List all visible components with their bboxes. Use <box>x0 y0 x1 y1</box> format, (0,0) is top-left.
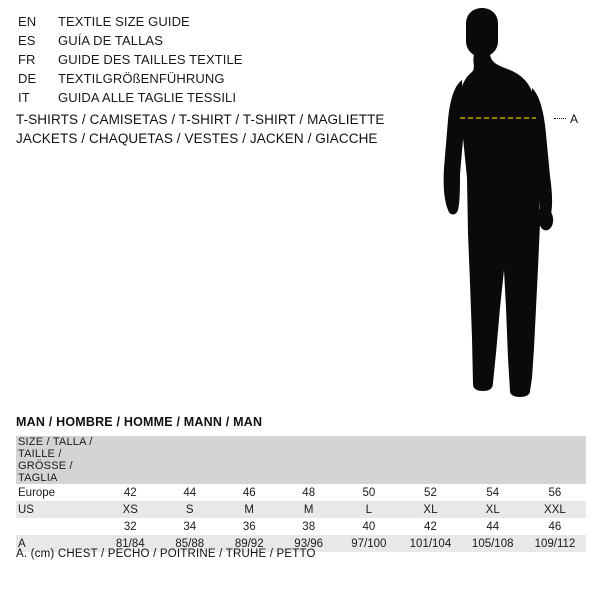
language-row-en <box>18 14 378 33</box>
table-row <box>16 501 586 518</box>
language-row-es <box>18 33 378 52</box>
cell <box>219 436 278 484</box>
cell: M <box>279 501 338 518</box>
cell: 89/92 <box>219 535 278 552</box>
language-code-es: ES <box>18 33 36 48</box>
cell: 44 <box>462 518 524 535</box>
cell: XS <box>101 501 160 518</box>
cell <box>101 436 160 484</box>
cell <box>524 436 586 484</box>
language-row-fr <box>18 52 378 71</box>
cell: 81/84 <box>101 535 160 552</box>
cell: XL <box>399 501 461 518</box>
cell: 42 <box>399 518 461 535</box>
cell: 34 <box>160 518 219 535</box>
cell: XXL <box>524 501 586 518</box>
cell: 52 <box>399 484 461 501</box>
cell: M <box>219 501 278 518</box>
cell: 40 <box>338 518 399 535</box>
cell: 54 <box>462 484 524 501</box>
garment-line-jackets: JACKETS / CHAQUETAS / VESTES / JACKEN / GIACCHE <box>16 131 378 146</box>
cell: 50 <box>338 484 399 501</box>
garment-categories <box>16 110 416 148</box>
cell: 97/100 <box>338 535 399 552</box>
table-footnote: A. (cm) CHEST / PECHO / POITRINE / TRUHE / PETTO <box>16 548 316 560</box>
cell <box>160 436 219 484</box>
row-label: A <box>16 535 101 552</box>
row-label: SIZE / TALLA / TAILLE / GRÖSSE / TAGLIA <box>16 436 101 484</box>
male-silhouette-figure <box>410 8 595 408</box>
row-label: Europe <box>16 484 101 501</box>
language-row-it <box>18 90 378 109</box>
cell: 101/104 <box>399 535 461 552</box>
language-code-en: EN <box>18 14 37 29</box>
row-label: US <box>16 501 101 518</box>
language-text-fr: GUIDE DES TAILLES TEXTILE <box>58 52 243 67</box>
cell: 42 <box>101 484 160 501</box>
cell: 48 <box>279 484 338 501</box>
row-label <box>16 518 101 535</box>
language-text-es: GUÍA DE TALLAS <box>58 33 163 48</box>
cell: 93/96 <box>279 535 338 552</box>
language-text-de: TEXTILGRÖßENFÜHRUNG <box>58 71 225 86</box>
garment-line-tshirts: T-SHIRTS / CAMISETAS / T-SHIRT / T-SHIRT / MAGLIETTE <box>16 112 385 127</box>
cell: S <box>160 501 219 518</box>
cell: L <box>338 501 399 518</box>
cell: 46 <box>219 484 278 501</box>
language-text-it: GUIDA ALLE TAGLIE TESSILI <box>58 90 237 105</box>
language-text-en: TEXTILE SIZE GUIDE <box>58 14 190 29</box>
measure-label-a: A <box>570 112 579 126</box>
language-row-de <box>18 71 378 90</box>
cell: 85/88 <box>160 535 219 552</box>
table-row <box>16 436 586 484</box>
table-row <box>16 484 586 501</box>
cell: 105/108 <box>462 535 524 552</box>
language-code-it: IT <box>18 90 30 105</box>
size-table-area <box>16 415 586 552</box>
cell <box>338 436 399 484</box>
cell: XL <box>462 501 524 518</box>
size-table <box>16 436 586 552</box>
cell <box>462 436 524 484</box>
cell: 32 <box>101 518 160 535</box>
language-code-fr: FR <box>18 52 36 67</box>
language-code-de: DE <box>18 71 37 86</box>
cell <box>399 436 461 484</box>
cell: 44 <box>160 484 219 501</box>
table-row <box>16 518 586 535</box>
cell: 56 <box>524 484 586 501</box>
table-title: MAN / HOMBRE / HOMME / MANN / MAN <box>16 415 263 429</box>
cell: 38 <box>279 518 338 535</box>
cell: 109/112 <box>524 535 586 552</box>
measure-leader-line <box>554 118 566 119</box>
cell <box>279 436 338 484</box>
silhouette-icon <box>410 8 595 408</box>
cell: 46 <box>524 518 586 535</box>
cell: 36 <box>219 518 278 535</box>
language-list <box>18 14 378 109</box>
